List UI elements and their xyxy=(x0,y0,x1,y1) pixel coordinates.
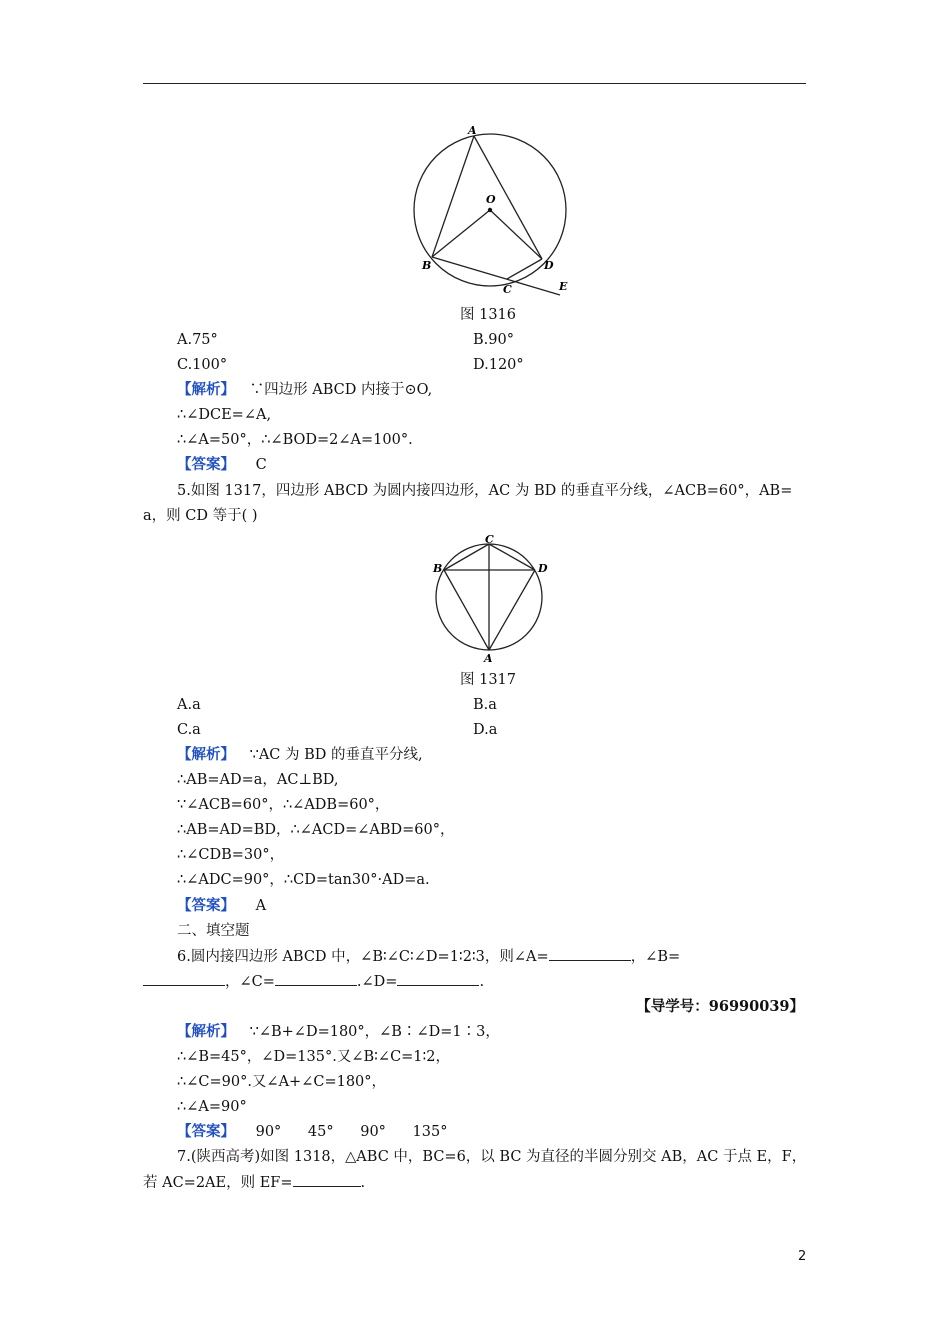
answer-tag: 【答案】 xyxy=(177,456,235,473)
page-number: 2 xyxy=(798,1249,807,1264)
answer-text: A xyxy=(255,898,267,914)
q4-option-c: C.100° xyxy=(177,357,228,373)
q5-option-d: D.a xyxy=(473,722,498,738)
q5-analysis-line2: ∴AB=AD=a，AC⊥BD, xyxy=(177,772,339,788)
q6-analysis-line4: ∴∠A=90° xyxy=(177,1099,247,1115)
blank-a xyxy=(549,946,631,961)
answer-text: C xyxy=(255,457,267,473)
answer-3: 90° xyxy=(360,1124,386,1140)
q5-analysis-line6: ∴∠ADC=90°，∴CD=tan30°·AD=a. xyxy=(177,872,430,888)
q6-analysis-line1 xyxy=(177,1022,500,1042)
q5-answer xyxy=(177,896,266,916)
answer-2: 45° xyxy=(307,1124,334,1140)
blank-ef xyxy=(293,1172,361,1187)
label-c2: C xyxy=(485,533,494,546)
chord-cd xyxy=(507,259,542,279)
q6-answer xyxy=(177,1122,447,1142)
label-e: E xyxy=(559,280,568,293)
q4-option-d: D.120° xyxy=(473,357,524,373)
q5-analysis-line1 xyxy=(177,745,423,765)
figure-1317 xyxy=(425,530,555,665)
label-c: C xyxy=(503,283,512,296)
section-heading: 二、填空题 xyxy=(177,923,250,939)
fig1316-caption: 图 1316 xyxy=(460,307,517,323)
q5-option-a: A.a xyxy=(177,697,201,713)
center-dot xyxy=(488,208,492,212)
q6-stem-d: .∠D= xyxy=(356,974,398,990)
chord-cd2 xyxy=(489,544,535,570)
label-b2: B xyxy=(433,562,443,575)
answer-tag: 【答案】 xyxy=(177,1123,235,1140)
answer-4: 135° xyxy=(412,1124,448,1140)
q5-option-b: B.a xyxy=(473,697,497,713)
q4-analysis-line1 xyxy=(177,380,432,400)
q6-stem-line2 xyxy=(143,971,484,992)
chord-ad xyxy=(474,136,542,259)
analysis-tag: 【解析】 xyxy=(177,381,235,398)
q4-option-a: A.75° xyxy=(177,332,218,348)
q4-answer xyxy=(177,455,267,475)
analysis-text: ∵∠B+∠D=180°，∠B∶∠D=1∶3， xyxy=(249,1024,500,1040)
q7-stem-line1: 7.(陕西高考)如图 1318，△ABC 中，BC=6，以 BC 为直径的半圆分别交 AB，AC 于点 E，F， xyxy=(177,1149,807,1165)
answer-tag: 【答案】 xyxy=(177,897,235,914)
chord-da xyxy=(489,570,535,650)
q5-analysis-line3: ∵∠ACB=60°，∴∠ADB=60°， xyxy=(177,797,390,813)
q6-analysis-line3: ∴∠C=90°.又∠A+∠C=180°， xyxy=(177,1074,387,1090)
q5-analysis-line4: ∴AB=AD=BD，∴∠ACD=∠ABD=60°， xyxy=(177,822,455,838)
label-b: B xyxy=(422,259,432,272)
radius-od xyxy=(490,210,542,259)
q6-stem-e: . xyxy=(479,974,485,990)
label-a2: A xyxy=(484,652,493,665)
header-rule xyxy=(143,83,806,84)
q4-option-b: B.90° xyxy=(473,332,514,348)
chord-cb xyxy=(444,544,489,570)
analysis-text: ∵AC 为 BD 的垂直平分线, xyxy=(249,747,423,763)
answer-1: 90° xyxy=(255,1124,282,1140)
label-d: D xyxy=(544,259,554,272)
q5-option-c: C.a xyxy=(177,722,201,738)
q6-stem-b: ，∠B= xyxy=(630,949,681,965)
q4-analysis-line2: ∴∠DCE=∠A, xyxy=(177,407,272,423)
q7-stem-2a: 若 AC=2AE，则 EF= xyxy=(143,1175,293,1191)
fig1317-caption: 图 1317 xyxy=(460,672,517,688)
q6-stem-line1 xyxy=(177,946,680,967)
q4-analysis-line3: ∴∠A=50°，∴∠BOD=2∠A=100°. xyxy=(177,432,413,448)
chord-ba xyxy=(444,570,489,650)
q7-stem-2b: . xyxy=(360,1175,366,1191)
analysis-tag: 【解析】 xyxy=(177,746,235,763)
label-a: A xyxy=(468,124,477,137)
analysis-tag: 【解析】 xyxy=(177,1023,235,1040)
q5-analysis-line5: ∴∠CDB=30°， xyxy=(177,847,285,863)
analysis-text: ∵四边形 ABCD 内接于⊙O, xyxy=(249,382,433,398)
blank-b xyxy=(143,971,225,986)
q5-stem-line1: 5.如图 1317，四边形 ABCD 为圆内接四边形，AC 为 BD 的垂直平分线，∠ACB=60°，AB= xyxy=(177,483,793,499)
q6-stem-a: 6.圆内接四边形 ABCD 中，∠B∶∠C∶∠D=1∶2∶3，则∠A= xyxy=(177,949,549,965)
label-o: O xyxy=(486,193,496,206)
label-d2: D xyxy=(538,562,548,575)
q5-stem-line2: a，则 CD 等于( ) xyxy=(143,508,258,524)
q6-analysis-line2: ∴∠B=45°，∠D=135°.又∠B∶∠C=1∶2， xyxy=(177,1049,451,1065)
q6-stem-c: ，∠C= xyxy=(225,974,275,990)
figure-1316 xyxy=(405,120,585,300)
guide-number: 【导学号：96990039】 xyxy=(636,998,804,1015)
blank-d xyxy=(397,971,479,986)
q7-stem-line2 xyxy=(143,1172,365,1193)
blank-c xyxy=(275,971,357,986)
